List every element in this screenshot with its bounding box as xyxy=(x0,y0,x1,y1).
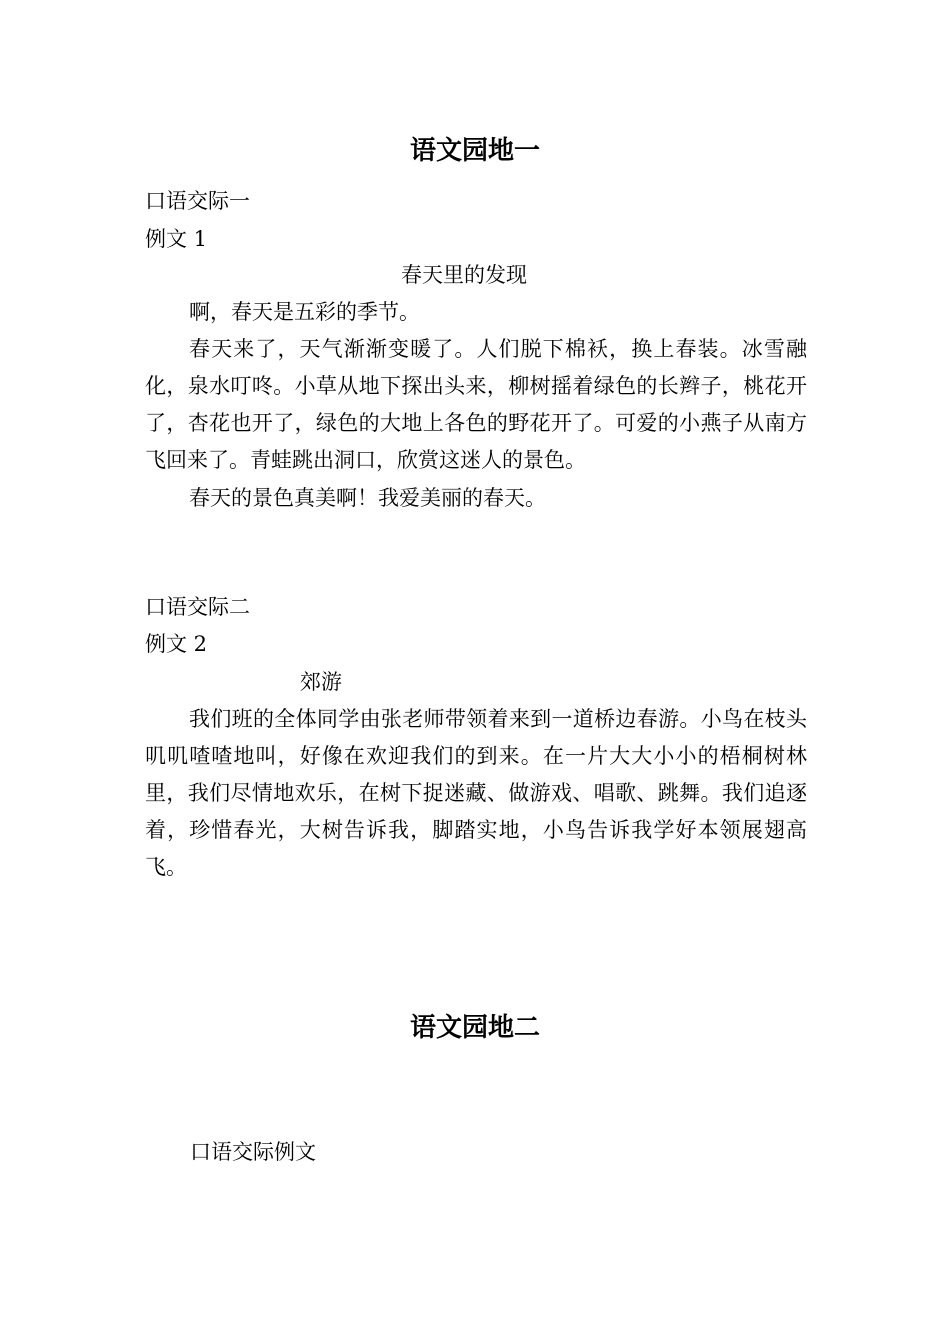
section-title-2: 语文园地二 xyxy=(409,1013,540,1043)
oral-communication-example-label: 口语交际例文 xyxy=(190,1140,316,1164)
example-2-label: 例文 2 xyxy=(145,632,208,656)
section-title-1: 语文园地一 xyxy=(409,136,540,166)
oral-communication-2-label: 口语交际二 xyxy=(145,595,250,619)
example-1-label: 例文 1 xyxy=(145,227,208,251)
oral-communication-1-label: 口语交际一 xyxy=(145,189,250,213)
essay-1-paragraph-3: 春天的景色真美啊！我爱美丽的春天。 xyxy=(189,486,546,510)
essay-1-paragraph-2: 春天来了，天气渐渐变暖了。人们脱下棉袄，换上春装。冰雪融化，泉水叮咚。小草从地下探出头来，柳树摇着绿色的长辫子，桃花开了，杏花也开了，绿色的大地上各色的野花开了。可爱的小燕子从南方飞回来了。青蛙跳出洞口，欣赏这迷人的景色。 xyxy=(145,337,807,472)
essay-2-paragraph-1: 我们班的全体同学由张老师带领着来到一道桥边春游。小鸟在枝头叽叽喳喳地叫，好像在欢迎我们的到来。在一片大大小小的梧桐树林里，我们尽情地欢乐，在树下捉迷藏、做游戏、唱歌、跳舞。我们追逐着，珍惜春光，大树告诉我，脚踏实地，小鸟告诉我学好本领展翅高飞。 xyxy=(145,707,807,879)
essay-1-title: 春天里的发现 xyxy=(401,263,527,287)
essay-1-paragraph-1: 啊，春天是五彩的季节。 xyxy=(189,300,420,324)
essay-2-title: 郊游 xyxy=(300,670,342,694)
